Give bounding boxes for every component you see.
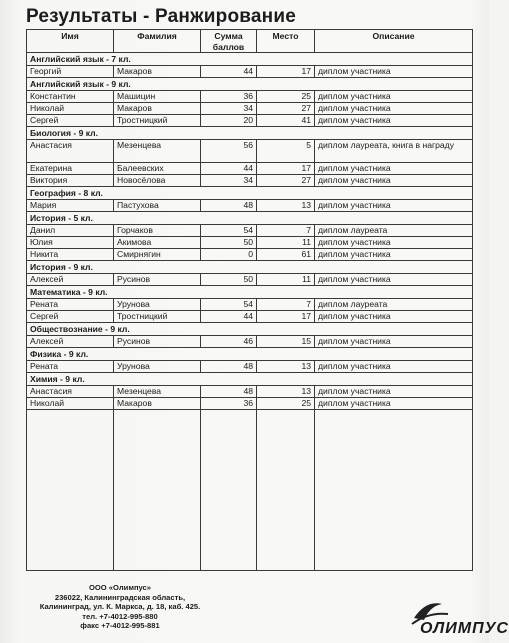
cell-name: Данил: [27, 225, 114, 237]
cell-surname: Тростницкий: [114, 311, 201, 323]
cell-name: Алексей: [27, 274, 114, 286]
section-row: [27, 261, 473, 274]
cell-surname: Машицин: [114, 91, 201, 103]
cell-place: 61: [257, 249, 315, 261]
cell-description: диплом участника: [315, 115, 473, 127]
cell-description: диплом участника: [315, 163, 473, 175]
footer-fax: факс +7-4012-995-881: [80, 621, 160, 631]
cell-score: 50: [201, 274, 257, 286]
section-title: География - 8 кл.: [27, 187, 473, 200]
header-name: Имя: [27, 30, 114, 53]
cell-surname: Русинов: [114, 274, 201, 286]
table-row: [27, 386, 473, 398]
cell-description: диплом участника: [315, 274, 473, 286]
empty-cell: [201, 410, 257, 571]
cell-name: Анастасия: [27, 386, 114, 398]
cell-surname: Урунова: [114, 361, 201, 373]
cell-surname: Смирнягин: [114, 249, 201, 261]
table-row: [27, 249, 473, 261]
cell-place: 11: [257, 237, 315, 249]
section-title: История - 5 кл.: [27, 212, 473, 225]
cell-surname: Русинов: [114, 336, 201, 348]
cell-surname: Макаров: [114, 66, 201, 78]
cell-surname: Макаров: [114, 398, 201, 410]
cell-surname: Урунова: [114, 299, 201, 311]
cell-description: диплом участника: [315, 249, 473, 261]
cell-place: 13: [257, 361, 315, 373]
table-header-row: [27, 30, 473, 53]
table-row: [27, 66, 473, 78]
cell-surname: Мезенцева: [114, 140, 201, 163]
cell-score: 46: [201, 336, 257, 348]
cell-name: Николай: [27, 103, 114, 115]
header-place: Место: [257, 30, 315, 53]
cell-description: диплом участника: [315, 311, 473, 323]
cell-place: 7: [257, 299, 315, 311]
cell-surname: Мезенцева: [114, 386, 201, 398]
cell-description: диплом участника: [315, 237, 473, 249]
cell-surname: Акимова: [114, 237, 201, 249]
cell-name: Екатерина: [27, 163, 114, 175]
cell-score: 44: [201, 163, 257, 175]
table-row: [27, 163, 473, 175]
cell-name: Георгий: [27, 66, 114, 78]
cell-name: Николай: [27, 398, 114, 410]
section-title: Английский язык - 9 кл.: [27, 78, 473, 91]
cell-place: 15: [257, 336, 315, 348]
section-row: [27, 373, 473, 386]
cell-surname: Горчаков: [114, 225, 201, 237]
footer-address-line2: Калининград, ул. К. Маркса, д. 18, каб. 425.: [39, 602, 201, 612]
cell-score: 34: [201, 103, 257, 115]
cell-place: 13: [257, 200, 315, 212]
cell-name: Юлия: [27, 237, 114, 249]
cell-description: диплом лауреата, книга в награду: [315, 140, 473, 163]
cell-place: 25: [257, 398, 315, 410]
cell-place: 27: [257, 103, 315, 115]
cell-description: диплом лауреата: [315, 225, 473, 237]
empty-cell: [257, 410, 315, 571]
cell-name: Сергей: [27, 115, 114, 127]
cell-surname: Макаров: [114, 103, 201, 115]
table-row: [27, 361, 473, 373]
cell-score: 50: [201, 237, 257, 249]
cell-description: диплом лауреата: [315, 299, 473, 311]
cell-score: 36: [201, 91, 257, 103]
table-row: [27, 398, 473, 410]
cell-place: 17: [257, 163, 315, 175]
cell-score: 54: [201, 225, 257, 237]
table-row: [27, 140, 473, 163]
cell-place: 7: [257, 225, 315, 237]
cell-surname: Балеевских: [114, 163, 201, 175]
footer-phone: тел. +7-4012-995-880: [82, 611, 158, 621]
cell-name: Рената: [27, 299, 114, 311]
footer-contacts: [0, 583, 240, 631]
table-row: [27, 336, 473, 348]
cell-place: 17: [257, 66, 315, 78]
table-row: [27, 103, 473, 115]
page-title: Результаты - Ранжирование: [26, 6, 296, 27]
cell-place: 25: [257, 91, 315, 103]
cell-score: 54: [201, 299, 257, 311]
cell-place: 5: [257, 140, 315, 163]
cell-place: 41: [257, 115, 315, 127]
section-title: Английский язык - 7 кл.: [27, 53, 473, 66]
cell-score: 44: [201, 311, 257, 323]
header-description: Описание: [315, 30, 473, 53]
cell-description: диплом участника: [315, 66, 473, 78]
cell-description: диплом участника: [315, 91, 473, 103]
section-title: Физика - 9 кл.: [27, 348, 473, 361]
cell-score: 48: [201, 361, 257, 373]
table-empty-area: [27, 410, 473, 571]
table-row: [27, 237, 473, 249]
cell-name: Рената: [27, 361, 114, 373]
footer-address-line1: 236022, Калининградская область,: [54, 592, 186, 602]
header-score: [201, 30, 257, 53]
header-score-line1: Сумма: [214, 31, 243, 41]
cell-surname: Пастухова: [114, 200, 201, 212]
cell-place: 13: [257, 386, 315, 398]
cell-description: диплом участника: [315, 361, 473, 373]
section-row: [27, 323, 473, 336]
cell-name: Никита: [27, 249, 114, 261]
cell-score: 34: [201, 175, 257, 187]
empty-cell: [315, 410, 473, 571]
cell-score: 36: [201, 398, 257, 410]
empty-cell: [27, 410, 114, 571]
logo-text: ОЛИМПУС: [420, 620, 509, 637]
header-score-line2: баллов: [212, 41, 245, 52]
cell-score: 20: [201, 115, 257, 127]
table-row: [27, 299, 473, 311]
results-table: [26, 29, 473, 571]
cell-name: Мария: [27, 200, 114, 212]
cell-score: 48: [201, 386, 257, 398]
section-row: [27, 212, 473, 225]
cell-score: 56: [201, 140, 257, 163]
cell-place: 27: [257, 175, 315, 187]
cell-description: диплом участника: [315, 336, 473, 348]
section-title: История - 9 кл.: [27, 261, 473, 274]
section-title: Обществознание - 9 кл.: [27, 323, 473, 336]
cell-description: диплом участника: [315, 398, 473, 410]
table-row: [27, 200, 473, 212]
cell-surname: Новосёлова: [114, 175, 201, 187]
cell-description: диплом участника: [315, 175, 473, 187]
cell-place: 17: [257, 311, 315, 323]
section-row: [27, 78, 473, 91]
table-row: [27, 274, 473, 286]
section-row: [27, 127, 473, 140]
cell-name: Сергей: [27, 311, 114, 323]
section-row: [27, 53, 473, 66]
cell-place: 11: [257, 274, 315, 286]
cell-name: Анастасия: [27, 140, 114, 163]
cell-description: диплом участника: [315, 103, 473, 115]
table-row: [27, 115, 473, 127]
section-row: [27, 286, 473, 299]
section-title: Математика - 9 кл.: [27, 286, 473, 299]
cell-score: 44: [201, 66, 257, 78]
section-title: Химия - 9 кл.: [27, 373, 473, 386]
cell-description: диплом участника: [315, 200, 473, 212]
empty-cell: [114, 410, 201, 571]
cell-surname: Тростницкий: [114, 115, 201, 127]
cell-name: Константин: [27, 91, 114, 103]
table-row: [27, 225, 473, 237]
table-row: [27, 175, 473, 187]
cell-score: 0: [201, 249, 257, 261]
footer-company: ООО «Олимпус»: [88, 583, 152, 592]
header-surname: Фамилия: [114, 30, 201, 53]
cell-description: диплом участника: [315, 386, 473, 398]
table-row: [27, 311, 473, 323]
table-row: [27, 91, 473, 103]
section-row: [27, 187, 473, 200]
cell-name: Виктория: [27, 175, 114, 187]
results-body: [27, 53, 473, 571]
section-row: [27, 348, 473, 361]
cell-name: Алексей: [27, 336, 114, 348]
section-title: Биология - 9 кл.: [27, 127, 473, 140]
cell-score: 48: [201, 200, 257, 212]
